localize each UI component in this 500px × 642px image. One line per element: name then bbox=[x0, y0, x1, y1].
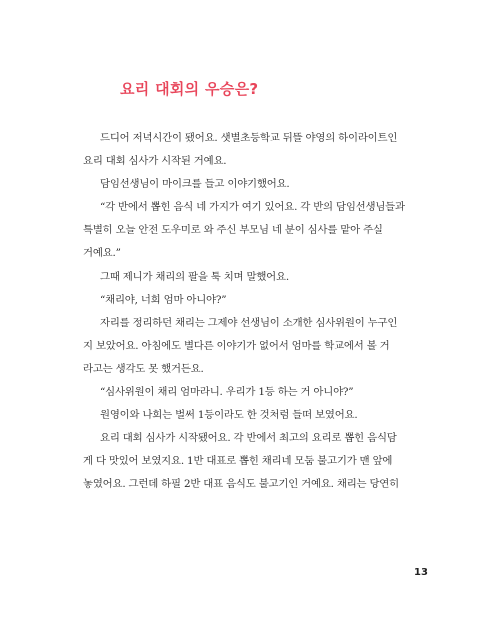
text-line: “심사위원이 채리 엄마라니. 우리가 1등 하는 거 아니야?” bbox=[100, 386, 354, 399]
text-line: “각 반에서 뽑힌 음식 네 가지가 여기 있어요. 각 반의 담임선생님들과 bbox=[100, 201, 405, 214]
text-line: 드디어 저녁시간이 됐어요. 샛별초등학교 뒤뜰 야영의 하이라이트인 bbox=[100, 132, 398, 144]
text-line: “채리야, 너희 엄마 아니야?” bbox=[100, 293, 227, 306]
text-line: 담임선생님이 마이크를 들고 이야기했어요. bbox=[100, 178, 290, 191]
body-text bbox=[83, 127, 445, 497]
text-line: 특별히 오늘 안전 도우미로 와 주신 부모님 네 분이 심사를 맡아 주실 bbox=[83, 224, 383, 237]
text-line: 거예요.” bbox=[83, 247, 121, 260]
text-line: 요리 대회 심사가 시작된 거예요. bbox=[83, 155, 227, 168]
chapter-title: 요리 대회의 우승은? bbox=[120, 80, 259, 98]
text-line: 원영이와 나희는 벌써 1등이라도 한 것처럼 들떠 보였어요. bbox=[100, 409, 358, 422]
text-line: 놓였어요. 그런데 하필 2반 대표 음식도 불고기인 거예요. 채리는 당연히 bbox=[83, 478, 399, 491]
text-line: 지 보았어요. 아침에도 별다른 이야기가 없어서 엄마를 학교에서 볼 거 bbox=[83, 339, 390, 352]
text-line: 라고는 생각도 못 했거든요. bbox=[83, 362, 204, 375]
text-line: 요리 대회 심사가 시작됐어요. 각 반에서 최고의 요리로 뽑힌 음식담 bbox=[100, 432, 397, 445]
text-line: 그때 제니가 채리의 팔을 툭 치며 말했어요. bbox=[100, 270, 289, 283]
text-line: 자리를 정리하던 채리는 그제야 선생님이 소개한 심사위원이 누구인 bbox=[100, 316, 398, 329]
text-line: 게 다 맛있어 보였지요. 1반 대표로 뽑힌 채리네 모둠 불고기가 맨 앞에 bbox=[83, 455, 393, 468]
page-number: 13 bbox=[414, 567, 428, 578]
